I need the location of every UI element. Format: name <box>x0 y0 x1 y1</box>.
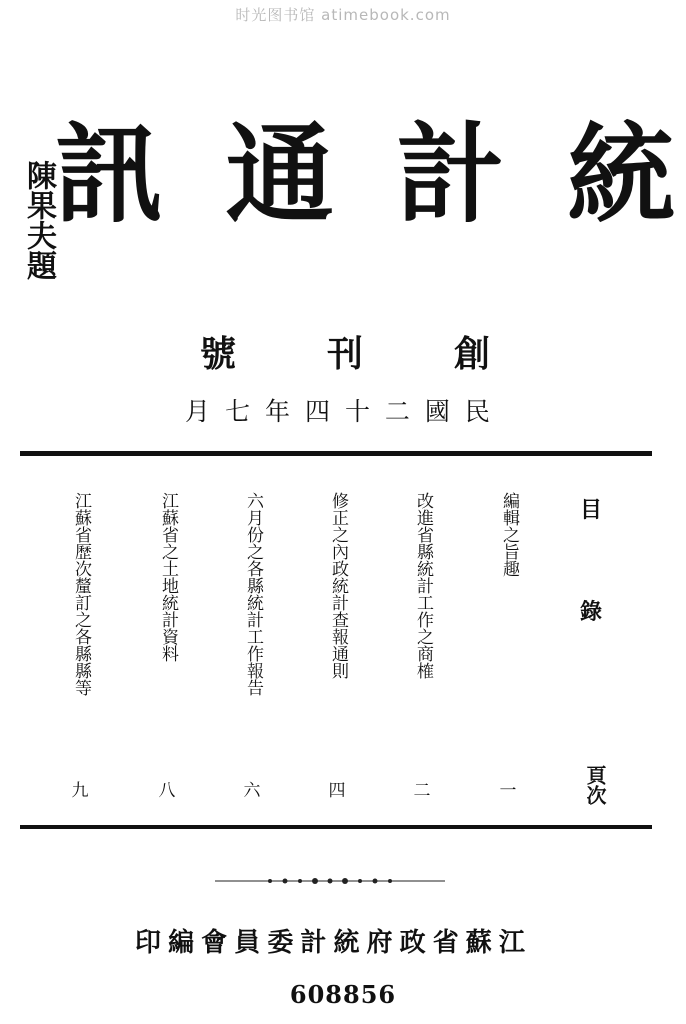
calligrapher-inscription: 陳果夫題 <box>21 160 56 280</box>
issue-label <box>200 326 490 377</box>
date-char: 四 <box>304 397 330 426</box>
publisher-char: 蘇 <box>465 928 492 958</box>
watermark: 时光图书馆 atimebook.com <box>235 6 451 24</box>
date-char: 民 <box>464 397 490 426</box>
publisher-char: 員 <box>234 928 261 958</box>
publisher-char: 會 <box>201 928 228 958</box>
title-char: 訊 <box>55 112 164 238</box>
date-char: 七 <box>224 397 250 426</box>
toc-page-number: 一 <box>499 781 517 801</box>
toc-item-title: 江蘇省歷次釐訂之各縣縣等 <box>71 492 91 696</box>
toc-item-title: 改進省縣統計工作之商榷 <box>413 492 433 679</box>
date-char: 國 <box>424 397 450 426</box>
toc-item-title: 江蘇省之土地統計資料 <box>158 492 178 662</box>
toc-page-number: 二 <box>413 781 431 801</box>
toc-heading: 目 <box>580 497 603 523</box>
title-char: 計 <box>396 112 505 238</box>
date-char: 十 <box>344 397 370 426</box>
publisher-char: 府 <box>366 928 393 958</box>
publisher-char: 委 <box>267 928 294 958</box>
toc-page-number: 八 <box>158 781 176 801</box>
issue-char: 創 <box>453 333 490 375</box>
issue-char: 刊 <box>326 333 363 375</box>
toc-page-number: 六 <box>243 781 261 801</box>
toc-heading: 錄 <box>580 599 603 625</box>
publication-date <box>185 392 490 428</box>
publisher <box>135 922 525 959</box>
publisher-char: 印 <box>135 928 162 958</box>
publisher-char: 省 <box>432 928 459 958</box>
divider-bottom <box>20 825 652 829</box>
publisher-char: 編 <box>168 928 195 958</box>
date-char: 月 <box>185 397 211 426</box>
issue-char: 號 <box>200 333 237 375</box>
divider-top <box>20 451 652 456</box>
magazine-title <box>55 110 675 240</box>
decorative-ornament <box>215 872 445 890</box>
publisher-char: 江 <box>498 928 525 958</box>
publisher-char: 政 <box>399 928 426 958</box>
title-char: 通 <box>225 112 334 238</box>
toc-page-heading: 頁次 <box>583 765 607 805</box>
title-char: 統 <box>566 112 675 238</box>
toc-item-title: 修正之內政統計查報通則 <box>328 492 348 679</box>
publisher-char: 統 <box>333 928 360 958</box>
publisher-char: 計 <box>300 928 327 958</box>
date-char: 年 <box>264 397 290 426</box>
toc-item-title: 編輯之旨趣 <box>499 492 519 577</box>
date-char: 二 <box>384 397 410 426</box>
toc-page-number: 四 <box>328 781 346 801</box>
toc-item-title: 六月份之各縣統計工作報告 <box>243 492 263 696</box>
serial-number: 608856 <box>289 980 397 1009</box>
toc-page-number: 九 <box>71 781 89 801</box>
